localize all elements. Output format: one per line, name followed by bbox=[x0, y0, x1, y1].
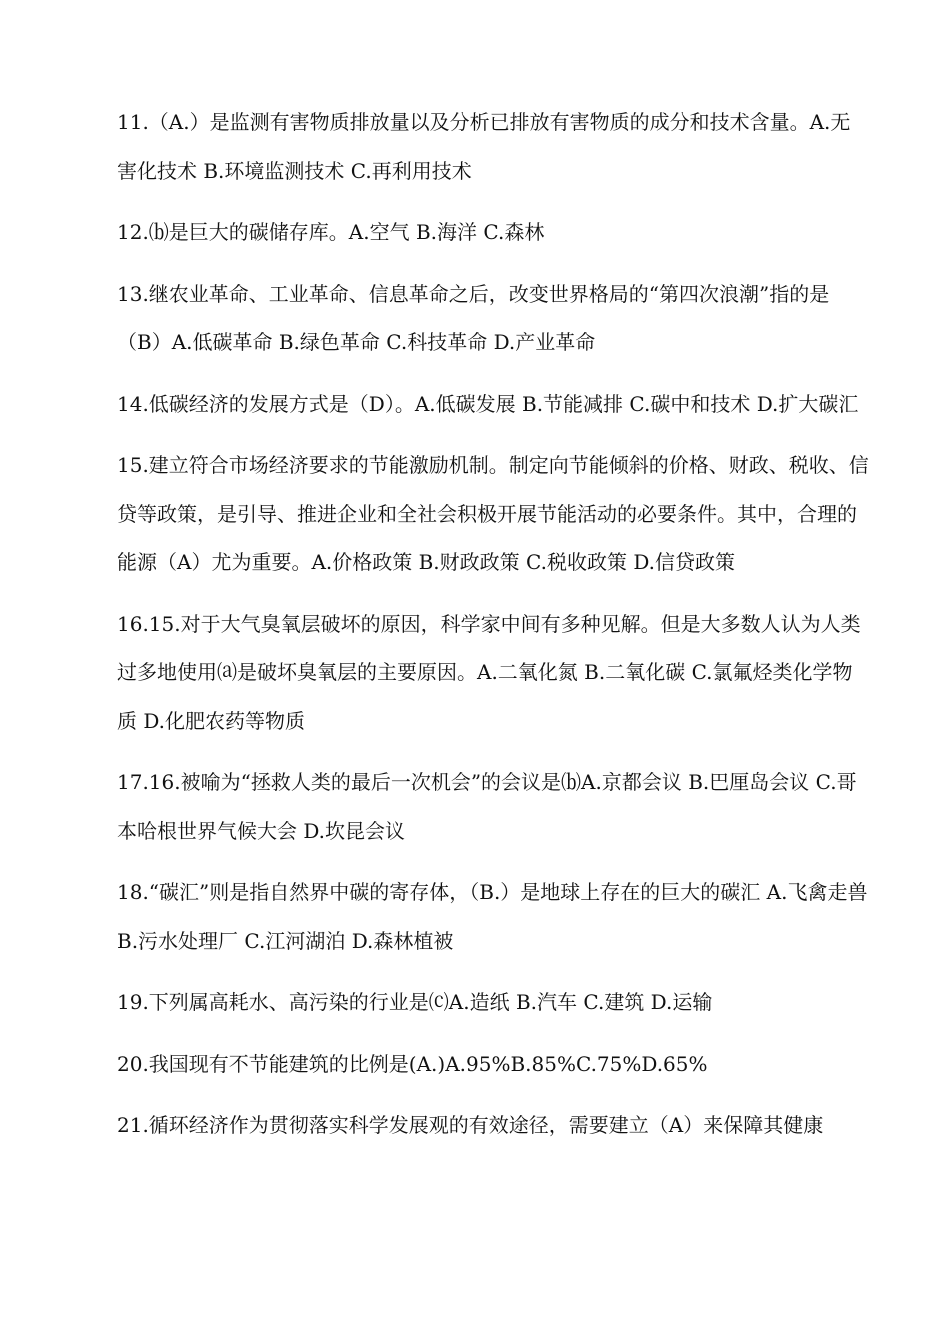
question-list bbox=[117, 98, 869, 1163]
question-19: 19.下列属高耗水、高污染的行业是⒞A.造纸 B.汽车 C.建筑 D.运输 bbox=[117, 990, 713, 1014]
question-14: 14.低碳经济的发展方式是（D）。A.低碳发展 B.节能减排 C.碳中和技术 D.扩大碳汇 bbox=[117, 391, 859, 416]
question-13: 13.继农业革命、工业革命、信息革命之后，改变世界格局的“第四次浪潮”指的是（B）A.低碳革命 B.绿色革命 C.科技革命 D.产业革命 bbox=[117, 281, 830, 354]
question-12: 12.⒝是巨大的碳储存库。A.空气 B.海洋 C.森林 bbox=[117, 220, 545, 244]
question-16: 16.15.对于大气臭氧层破坏的原因，科学家中间有多种见解。但是大多数人认为人类过多地使用⒜是破坏臭氧层的主要原因。A.二氧化氮 B.二氧化碳 C.氯氟烃类化学物质 D.化肥农药等物质 bbox=[117, 611, 861, 733]
question-11: 11.（A.）是监测有害物质排放量以及分析已排放有害物质的成分和技术含量。A.无害化技术 B.环境监测技术 C.再利用技术 bbox=[117, 110, 851, 183]
question-17: 17.16.被喻为“拯救人类的最后一次机会”的会议是⒝A.京都会议 B.巴厘岛会议 C.哥本哈根世界气候大会 D.坎昆会议 bbox=[117, 770, 857, 843]
question-20: 20.我国现有不节能建筑的比例是(A.)A.95%B.85%C.75%D.65% bbox=[117, 1051, 708, 1076]
question-15: 15.建立符合市场经济要求的节能激励机制。制定向节能倾斜的价格、财政、税收、信贷等政策，是引导、推进企业和全社会积极开展节能活动的必要条件。其中，合理的能源（A）尤为重要。A.价格政策 B.财政政策 C.税收政策 D.信贷政策 bbox=[117, 453, 869, 574]
question-21: 21.循环经济作为贯彻落实科学发展观的有效途径，需要建立（A）来保障其健康 bbox=[117, 1113, 824, 1137]
question-18: 18.“碳汇”则是指自然界中碳的寄存体，（B.）是地球上存在的巨大的碳汇 A.飞禽走兽 B.污水处理厂 C.江河湖泊 D.森林植被 bbox=[117, 880, 868, 953]
